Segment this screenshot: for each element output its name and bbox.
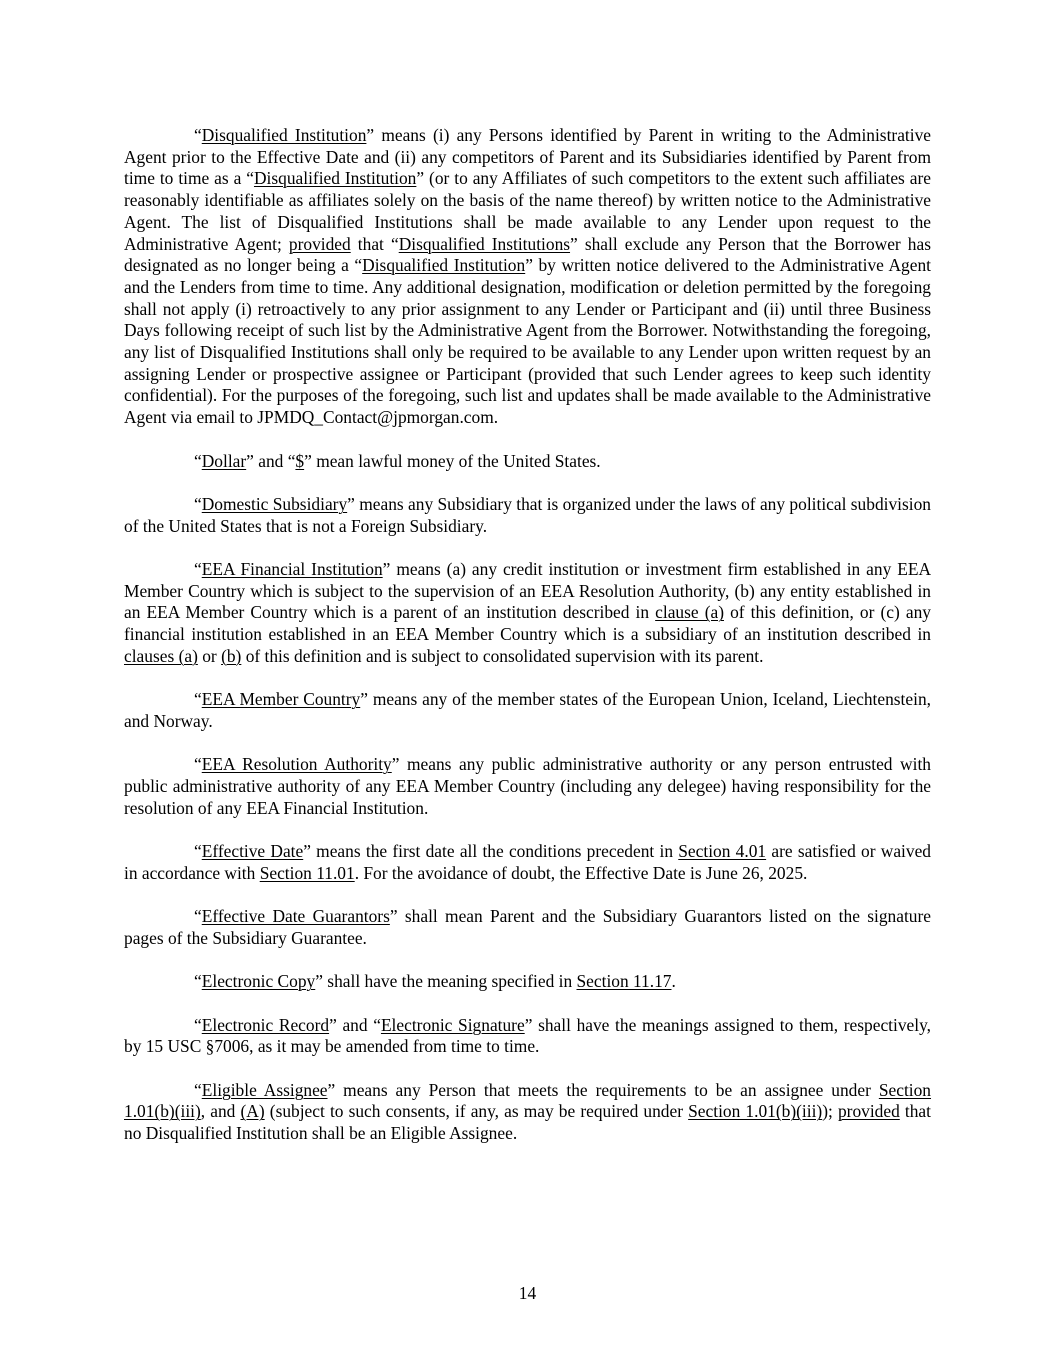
defined-term: provided: [288, 233, 351, 254]
definition-paragraph: [124, 125, 931, 429]
defined-term: Electronic Signature: [380, 1014, 525, 1035]
defined-term: (b): [221, 645, 242, 666]
defined-term: provided: [837, 1101, 900, 1122]
definition-text: ” mean lawful money of the United States.: [304, 450, 601, 471]
defined-term: Disqualified Institution: [201, 125, 367, 145]
definition-text: ” (or to any Affiliates of such competitors to the extent such affiliates are reasonably identifiable as affiliates solely on the basis of the name thereof) by written notice to the Administrative Agent. The list of Disqualified Institutions shall be made available to any Lender upon request to the Administrative Agent;: [124, 168, 931, 254]
defined-term: Effective Date: [201, 841, 304, 862]
definition-text: “: [194, 971, 202, 992]
defined-term: Electronic Copy: [201, 971, 316, 992]
definition-paragraph: [124, 1015, 931, 1058]
definition-text: “: [194, 841, 202, 862]
defined-term: Domestic Subsidiary: [201, 493, 348, 514]
definition-text: ” and “: [329, 1014, 381, 1035]
definition-text: ” means the first date all the conditions precedent in: [303, 841, 679, 862]
definition-paragraph: [124, 841, 931, 884]
defined-term: (A): [240, 1101, 265, 1122]
definition-text: of this definition and is subject to consolidated supervision with its parent.: [241, 645, 764, 666]
definition-paragraph: [124, 689, 931, 732]
definition-paragraph: [124, 494, 931, 537]
definition-text: ” shall have the meanings assigned to them, respectively, by 15 USC §7006, as it may be amended from time to time.: [124, 1014, 931, 1057]
definition-text: ” shall exclude any Person that the Borrower has designated as no longer being a “: [124, 233, 931, 276]
definition-text: “: [194, 754, 202, 775]
definition-text: “: [194, 689, 202, 710]
definition-text: of this definition, or (c) any financial institution established in an EEA Member Country which is a subsidiary of an institution described in: [124, 602, 931, 645]
definition-text: ” means any Subsidiary that is organized under the laws of any political subdivision of the United States that is not a Foreign Subsidiary.: [124, 493, 931, 536]
definition-text: that “: [350, 233, 399, 254]
definition-text: ” means (i) any Persons identified by Parent in writing to the Administrative Agent prior to the Effective Date and (ii) any competitors of Parent and its Subsidiaries identified by Parent from time to time as a “: [124, 125, 931, 189]
definition-text: “: [194, 1079, 202, 1100]
definition-text: , and: [200, 1101, 241, 1122]
definition-paragraph: [124, 754, 931, 819]
definition-text: );: [822, 1101, 838, 1122]
definition-paragraph: [124, 451, 931, 473]
definition-text: “: [194, 559, 202, 580]
definition-paragraph: [124, 559, 931, 668]
definition-text: .: [671, 971, 676, 992]
defined-term: Disqualified Institution: [362, 255, 526, 276]
defined-term: clause (a): [655, 602, 724, 623]
definitions-section: [124, 125, 931, 1167]
definition-text: . For the avoidance of doubt, the Effective Date is June 26, 2025.: [354, 862, 808, 883]
defined-term: Electronic Record: [201, 1014, 330, 1035]
definition-paragraph: [124, 971, 931, 993]
definition-text: ” means any Person that meets the requirements to be an assignee under: [327, 1079, 879, 1100]
defined-term: Disqualified Institution: [253, 168, 417, 189]
defined-term: EEA Member Country: [201, 689, 361, 710]
defined-term: Disqualified Institutions: [398, 233, 571, 254]
defined-term: Dollar: [201, 450, 247, 471]
defined-term: $: [295, 450, 305, 471]
definition-paragraph: [124, 1080, 931, 1145]
defined-term: Section 11.17: [576, 971, 672, 992]
defined-term: clauses (a): [124, 645, 198, 666]
defined-term: Effective Date Guarantors: [201, 906, 390, 927]
definition-text: ” shall mean Parent and the Subsidiary Guarantors listed on the signature pages of the Subsidiary Guarantee.: [124, 906, 931, 948]
definition-text: or: [197, 645, 222, 666]
defined-term: Section 4.01: [678, 841, 767, 862]
definition-text: ” by written notice delivered to the Administrative Agent and the Lenders from time to time. Any additional designation, modification or deletion permitted by the foregoing shall not apply (i) retroactively to any prior assignment to any Lender or Participant and (ii) until three Business Days following receipt of such list by the Administrative Agent from the Borrower. Notwithstanding the foregoing, any list of Disqualified Institutions shall only be required to be available to any Lender upon written request by an assigning Lender or prospective assignee or Participant (provided that such Lender agrees to keep such identity confidential). For the purposes of the foregoing, such list and updates shall be made available to the Administrative Agent via email to JPMDQ_Contact@jpmorgan.com.: [124, 255, 931, 428]
definition-text: “: [194, 450, 202, 471]
definition-text: ” means (a) any credit institution or investment firm established in any EEA Member Country which is subject to the supervision of an EEA Resolution Authority, (b) any entity established in an EEA Member Country which is a parent of an institution described in: [124, 559, 932, 623]
definition-text: are satisfied or waived in accordance with: [124, 841, 932, 883]
definition-text: that no Disqualified Institution shall be an Eligible Assignee.: [124, 1101, 931, 1144]
defined-term: EEA Financial Institution: [201, 559, 383, 580]
definition-text: ” and “: [246, 450, 296, 471]
page-number: 14: [518, 1283, 537, 1303]
definition-text: ” shall have the meaning specified in: [315, 971, 577, 992]
definition-text: (subject to such consents, if any, as may be required under: [264, 1101, 689, 1122]
definition-text: “: [194, 1014, 202, 1035]
definition-text: ” means any of the member states of the European Union, Iceland, Liechtenstein, and Norway.: [124, 689, 931, 731]
defined-term: EEA Resolution Authority: [201, 754, 392, 775]
defined-term: Section 11.01: [259, 862, 355, 883]
definition-paragraph: [124, 906, 931, 949]
defined-term: Eligible Assignee: [201, 1079, 328, 1100]
definition-text: ” means any public administrative authority or any person entrusted with public administrative authority of any EEA Member Country (including any delegee) having responsibility for the resolution of any EEA Financial Institution.: [124, 754, 931, 818]
definition-text: “: [194, 906, 202, 927]
defined-term: Section 1.01(b)(iii): [124, 1079, 932, 1122]
definition-text: “: [194, 493, 202, 514]
definition-text: “: [194, 125, 202, 145]
defined-term: Section 1.01(b)(iii): [688, 1101, 823, 1122]
